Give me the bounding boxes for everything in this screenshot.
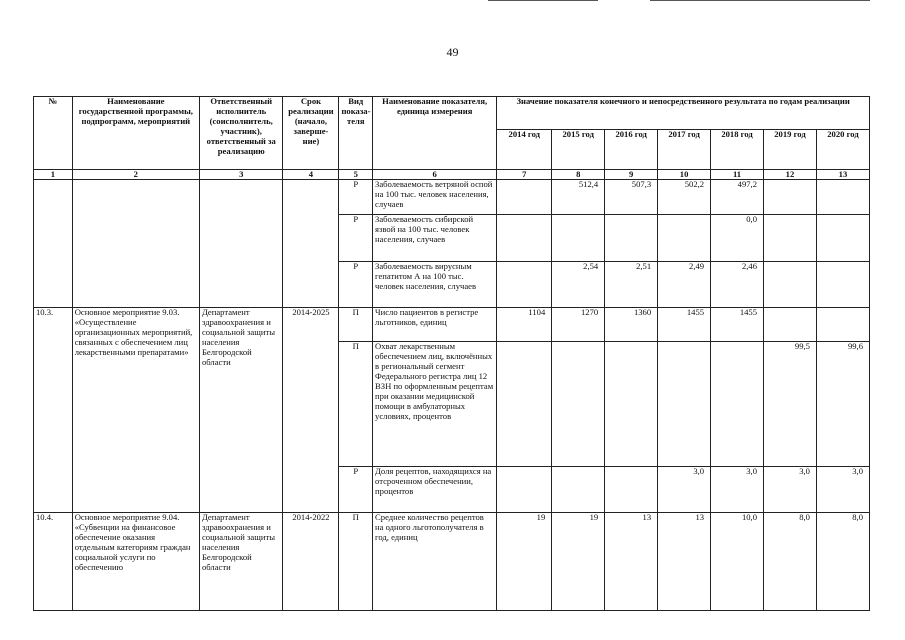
indicator-type: П (339, 342, 373, 467)
value-cell: 13 (605, 513, 658, 611)
event-name: Основное мероприятие 9.03. «Осуществление организационных мероприятий, связанных с обеспечением лиц лекарственными препаратами» (72, 308, 199, 513)
event-name: Основное мероприятие 9.04. «Субвенции на финансовое обеспечение оказания отдельным категориям граждан социальной услуги по обеспечению (72, 513, 199, 611)
indicator-type: Р (339, 180, 373, 215)
value-cell: 13 (658, 513, 711, 611)
column-number: 6 (373, 170, 497, 180)
top-scan-line (650, 0, 870, 1)
value-cell: 507,3 (605, 180, 658, 215)
value-cell: 3,0 (816, 467, 869, 513)
value-cell: 2,49 (658, 262, 711, 308)
header-values-group: Значение показателя конечного и непосредственного результата по годам реализации (497, 97, 870, 130)
indicator-name: Число пациентов в регистре льготников, единиц (373, 308, 497, 342)
indicator-type: Р (339, 467, 373, 513)
indicator-type: Р (339, 262, 373, 308)
event-responsible: Департамент здравоохранения и социальной защиты населения Белгородской области (199, 308, 282, 513)
value-cell: 3,0 (658, 467, 711, 513)
table-row (34, 513, 870, 611)
event-number-cell (34, 180, 73, 308)
indicator-type: П (339, 513, 373, 611)
value-cell (764, 180, 817, 215)
value-cell (497, 467, 552, 513)
value-cell (764, 308, 817, 342)
column-number: 10 (658, 170, 711, 180)
value-cell (711, 342, 764, 467)
event-period: 2014-2025 (283, 308, 339, 513)
header-indicator-name: Наименование показателя, единица измерения (373, 97, 497, 170)
value-cell (605, 342, 658, 467)
value-cell: 3,0 (764, 467, 817, 513)
indicator-type: П (339, 308, 373, 342)
value-cell: 1360 (605, 308, 658, 342)
event-period-cell (283, 180, 339, 308)
value-cell: 502,2 (658, 180, 711, 215)
value-cell: 10,0 (711, 513, 764, 611)
value-cell (764, 262, 817, 308)
table-row (34, 308, 870, 342)
value-cell (552, 215, 605, 262)
header-year: 2017 год (658, 130, 711, 170)
value-cell: 19 (552, 513, 605, 611)
value-cell (658, 342, 711, 467)
value-cell: 19 (497, 513, 552, 611)
column-number: 9 (605, 170, 658, 180)
column-number: 4 (283, 170, 339, 180)
value-cell: 8,0 (816, 513, 869, 611)
column-number: 1 (34, 170, 73, 180)
header-indicator-type: Вид показа-теля (339, 97, 373, 170)
column-number: 5 (339, 170, 373, 180)
value-cell: 1270 (552, 308, 605, 342)
header-year: 2014 год (497, 130, 552, 170)
event-responsible-cell (199, 180, 282, 308)
header-program-name: Наименование государственной программы, подпрограмм, мероприятий (72, 97, 199, 170)
value-cell (605, 215, 658, 262)
indicator-name: Среднее количество рецептов на одного льготополучателя в год, единиц (373, 513, 497, 611)
header-year: 2020 год (816, 130, 869, 170)
value-cell (552, 342, 605, 467)
column-number: 8 (552, 170, 605, 180)
column-number: 13 (816, 170, 869, 180)
value-cell: 1455 (658, 308, 711, 342)
top-scan-line (488, 0, 598, 1)
column-number: 12 (764, 170, 817, 180)
header-year: 2016 год (605, 130, 658, 170)
value-cell: 2,46 (711, 262, 764, 308)
column-number: 7 (497, 170, 552, 180)
header-period: Срок реализации (начало, заверше-ние) (283, 97, 339, 170)
header-number: № (34, 97, 73, 170)
value-cell: 99,6 (816, 342, 869, 467)
header-year: 2015 год (552, 130, 605, 170)
value-cell (816, 262, 869, 308)
value-cell (816, 180, 869, 215)
value-cell (658, 215, 711, 262)
page-number: 49 (446, 45, 459, 59)
value-cell (497, 342, 552, 467)
value-cell (497, 262, 552, 308)
indicator-type: Р (339, 215, 373, 262)
value-cell (497, 180, 552, 215)
value-cell: 99,5 (764, 342, 817, 467)
value-cell (497, 215, 552, 262)
event-period: 2014-2022 (283, 513, 339, 611)
column-number: 2 (72, 170, 199, 180)
value-cell: 3,0 (711, 467, 764, 513)
value-cell: 1455 (711, 308, 764, 342)
value-cell: 2,51 (605, 262, 658, 308)
value-cell: 8,0 (764, 513, 817, 611)
event-number: 10.4. (34, 513, 73, 611)
table-row (34, 180, 870, 215)
indicator-name: Заболеваемость ветряной оспой на 100 тыс. человек населения, случаев (373, 180, 497, 215)
value-cell: 2,54 (552, 262, 605, 308)
event-name-cell (72, 180, 199, 308)
value-cell: 1104 (497, 308, 552, 342)
indicator-name: Доля рецептов, находящихся на отсроченном обеспечении, процентов (373, 467, 497, 513)
event-number: 10.3. (34, 308, 73, 513)
indicator-name: Охват лекарственным обеспечением лиц, включённых в региональный сегмент Федерального регистра лиц 12 ВЗН по оформленным рецептам при оказании медицинской помощи в амбулаторных условиях, процентов (373, 342, 497, 467)
value-cell (605, 467, 658, 513)
value-cell (816, 215, 869, 262)
value-cell: 497,2 (711, 180, 764, 215)
header-year: 2019 год (764, 130, 817, 170)
indicator-name: Заболеваемость сибирской язвой на 100 тыс. человек населения, случаев (373, 215, 497, 262)
column-number: 3 (199, 170, 282, 180)
header-responsible: Ответственный исполнитель (соисполнитель, участник), ответственный за реализацию (199, 97, 282, 170)
indicator-name: Заболеваемость вирусным гепатитом А на 100 тыс. человек населения, случаев (373, 262, 497, 308)
value-cell (816, 308, 869, 342)
header-year: 2018 год (711, 130, 764, 170)
indicators-table (33, 96, 870, 611)
value-cell (764, 215, 817, 262)
event-responsible: Департамент здравоохранения и социальной защиты населения Белгородской области (199, 513, 282, 611)
value-cell: 0,0 (711, 215, 764, 262)
column-number: 11 (711, 170, 764, 180)
value-cell (552, 467, 605, 513)
value-cell: 512,4 (552, 180, 605, 215)
